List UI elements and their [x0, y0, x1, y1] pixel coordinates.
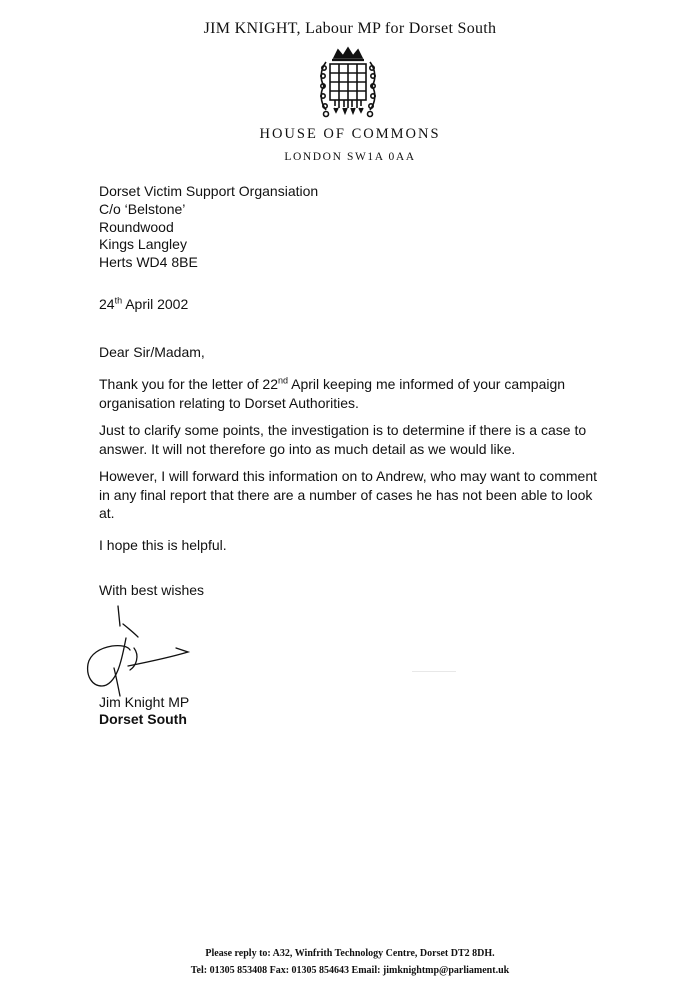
letter-date [99, 296, 188, 312]
contact-details: Tel: 01305 853408 Fax: 01305 854643 Email: jimknightmp@parliament.uk [190, 965, 510, 976]
recipient-address [99, 183, 318, 272]
reply-address: Please reply to: A32, Winfrith Technology Centre, Dorset DT2 8DH. [205, 948, 495, 959]
handwritten-signature [78, 604, 198, 704]
letterhead-title: JIM KNIGHT, Labour MP for Dorset South [203, 20, 497, 37]
address-line: Roundwood [99, 218, 174, 235]
salutation: Dear Sir/Madam, [99, 344, 205, 360]
london-postcode: LONDON SW1A 0AA [284, 151, 416, 163]
ordinal-suffix: nd [278, 375, 289, 386]
paragraph-thanks [99, 375, 599, 412]
paragraph-helpful: I hope this is helpful. [99, 537, 227, 553]
paragraph-forward: However, I will forward this information on to Andrew, who may want to comment in any final report that there are a number of cases he has not been able to look at. [99, 468, 597, 521]
address-line: Herts WD4 8BE [99, 254, 198, 271]
date-day: 24 [99, 296, 115, 312]
paragraph-clarify: Just to clarify some points, the investigation is to determine if there is a case to answer. It will not therefore go into as much detail as we would like. [99, 422, 587, 457]
signatory-constituency: Dorset South [99, 711, 187, 727]
paragraph-text: April keeping me informed of your campaign organisation relating to Dorset Authorities. [99, 376, 566, 411]
paragraph-text: Thank you for the letter of 22 [99, 376, 278, 392]
address-line: Kings Langley [99, 236, 187, 253]
letter-footer [0, 945, 700, 979]
scan-mark [412, 671, 456, 672]
address-line: Dorset Victim Support Organsiation [99, 183, 319, 199]
closing-line: With best wishes [99, 582, 205, 598]
portcullis-crest-icon [316, 46, 380, 118]
house-of-commons-heading: HOUSE OF COMMONS [259, 126, 441, 142]
address-line: C/o ‘Belstone’ [99, 200, 186, 217]
date-suffix: th [114, 295, 123, 306]
date-rest: April 2002 [122, 296, 189, 312]
signatory-name: Jim Knight MP [99, 694, 190, 710]
